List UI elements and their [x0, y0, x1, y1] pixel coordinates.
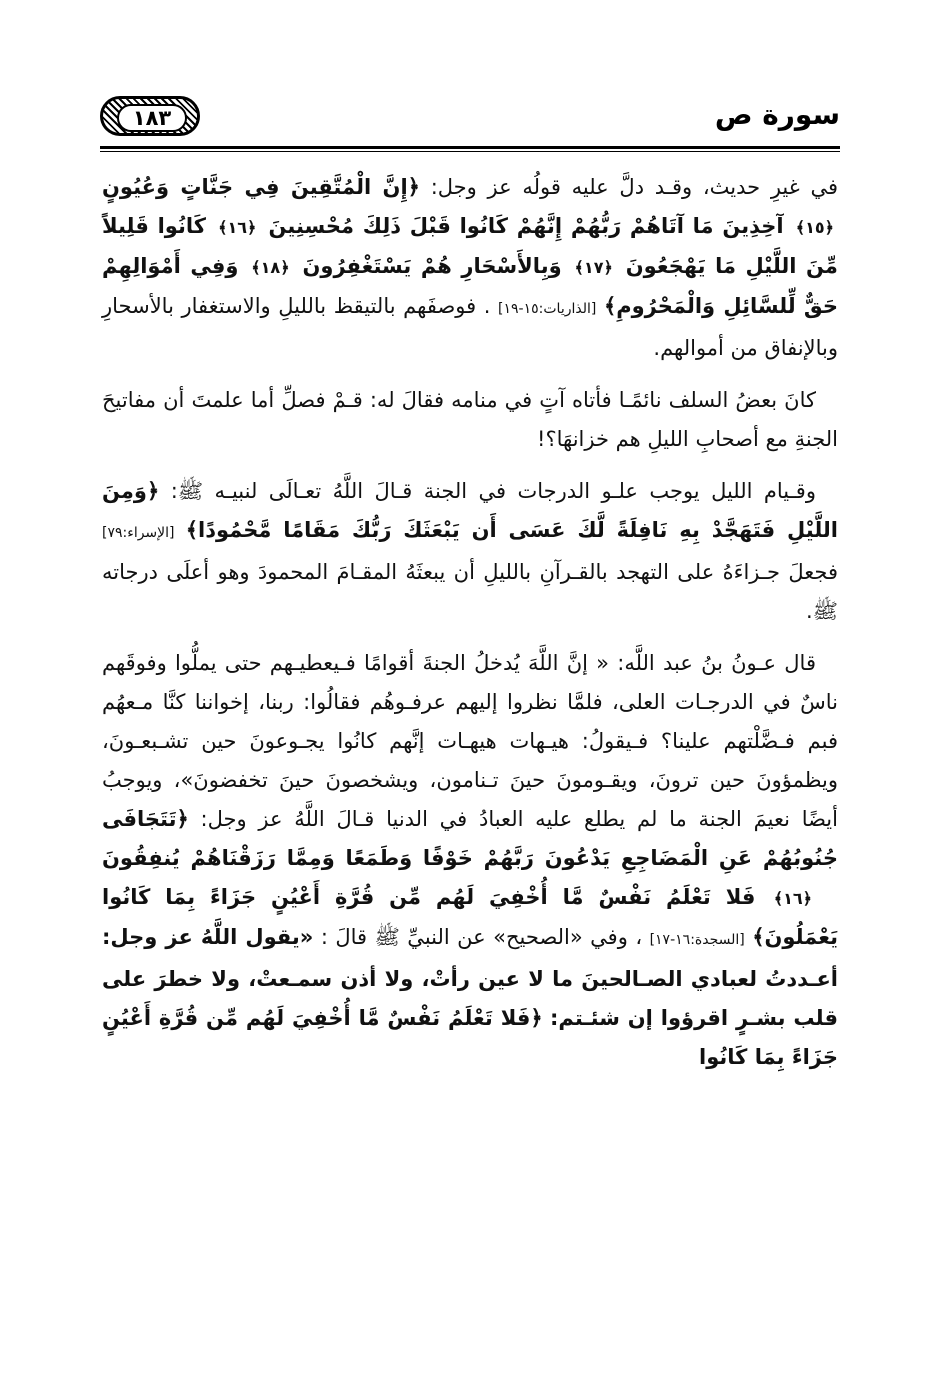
- body-text: قال عـونُ بنُ عبد اللَّه: « إنَّ اللَّهَ يُدخلُ الجنةَ أقوامًا فـيعطيـهم حتى يملُّوا وفوقَهم ناسٌ في الدرجـات العلى، فلمَّا نظروا إليهم عرفـوهُم فقالُوا: ربنا، إخواننا كنَّا مـعهُم فبم فـضَّلْتهم علينا؟ فـيقولُ: هيـهات هيهـات إنَّهم كانُوا يجـوعونَ حين تشـبعـونَ، ويظمؤونَ حين ترونَ، ويقـومونَ حينَ تـنامون، ويشخصونَ حينَ تخفضونَ»، ويوجبُ أيضًا نعيمَ الجنة ما لم يطلع عليه العبادُ في الدنيا قـالَ اللَّهُ عز وجل:: [102, 651, 838, 831]
- page-body: [102, 168, 838, 1090]
- quran-verse: ﴿إِنَّ الْمُتَّقِينَ فِي جَنَّاتٍ وَعُيُونٍ: [102, 175, 420, 199]
- paragraph-3: [102, 472, 838, 631]
- quran-verse: وَبِالأَسْحَارِ هُمْ يَسْتَغْفِرُونَ: [302, 254, 562, 278]
- ayah-number: ﴿١٦﴾: [773, 889, 812, 908]
- citation: [الذاريات:١٥-١٩]: [498, 301, 597, 317]
- quran-verse: وَفِي أَمْوَالِهِمْ حَقٌّ لِّلسَّائِلِ وَالْمَحْرُومِ﴾: [102, 254, 838, 318]
- body-text: وقـيام الليل يوجب علـو الدرجات في الجنة قـالَ اللَّهُ تعـالَى لنبيـه ﷺ:: [170, 479, 816, 503]
- body-text: ، وفي «الصحيح» عن النبيِّ ﷺ قالَ :: [320, 925, 643, 949]
- surah-title: سورة ص: [714, 98, 840, 131]
- quran-verse: كَانُوا قَلِيلاً مِّنَ اللَّيْلِ مَا يَهْجَعُونَ: [102, 214, 838, 278]
- quran-verse: فَلا تَعْلَمُ نَفْسٌ مَّا أُخْفِيَ لَهُم مِّن قُرَّةِ أَعْيُنٍ جَزَاءً بِمَا كَانُوا يَعْمَلُونَ﴾: [102, 885, 838, 949]
- header-rule: [100, 146, 840, 149]
- header-rule-thin: [100, 151, 840, 152]
- paragraph-1: [102, 168, 838, 368]
- hadith-text: «يقول اللَّهُ عز وجل: أعـددتُ لعبادي الصـالحينَ ما لا عين رأتْ، ولا أذن سمـعتْ، ولا خطرَ على قلب بشـرٍ اقرؤوا إن شئـتم:: [102, 925, 838, 1030]
- quran-verse: ﴿وَمِنَ اللَّيْلِ فَتَهَجَّدْ بِهِ نَافِلَةً لَّكَ عَسَى أَن يَبْعَثَكَ رَبُّكَ مَقَامًا مَّحْمُودًا﴾: [102, 479, 838, 542]
- page-number: ١٨٣: [117, 104, 187, 132]
- paragraph-2: [102, 381, 838, 459]
- body-text: فجعلَ جـزاءَهُ على التهجد بالقـرآنِ بالليلِ أن يبعثَهُ المقـامَ المحمودَ وهو أعلَى درجاته ﷺ.: [102, 560, 838, 623]
- ayah-number: ﴿١٧﴾: [574, 258, 613, 277]
- ayah-number: ﴿١٥﴾: [795, 218, 834, 237]
- ayah-number: ﴿١٨﴾: [251, 258, 290, 277]
- quran-verse: آخِذِينَ مَا آتَاهُمْ رَبُّهُمْ إِنَّهُمْ كَانُوا قَبْلَ ذَلِكَ مُحْسِنِينَ: [268, 214, 784, 238]
- body-text: . فوصفَهم بالتيقظ بالليلِ والاستغفار بالأسحارِ وبالإنفاق من أموالهم.: [102, 294, 838, 360]
- citation: [السجدة:١٦-١٧]: [649, 932, 745, 948]
- paragraph-4: [102, 644, 838, 1077]
- page-header: [100, 92, 840, 142]
- ayah-number: ﴿١٦﴾: [218, 218, 257, 237]
- body-text: في غيرِ حديث، وقـد دلَّ عليه قولُه عز وجل:: [430, 175, 838, 199]
- page-number-badge: [100, 96, 200, 136]
- body-text: كانَ بعضُ السلف نائمًـا فأتاه آتٍ في منامه فقالَ له: قـمْ فصلِّ أما علمتَ أن مفاتيحَ الجنةِ مع أصحابِ الليلِ هم خزانهَا؟!: [102, 388, 838, 451]
- citation: [الإسراء:٧٩]: [102, 525, 175, 541]
- quran-verse: ﴿تَتَجَافَى جُنُوبُهُمْ عَنِ الْمَضَاجِعِ يَدْعُونَ رَبَّهُمْ خَوْفًا وَطَمَعًا وَمِمَّا رَزَقْنَاهُمْ يُنفِقُونَ: [102, 807, 838, 870]
- quran-verse: ﴿فَلا تَعْلَمُ نَفْسٌ مَّا أُخْفِيَ لَهُم مِّن قُرَّةِ أَعْيُنٍ جَزَاءً بِمَا كَانُوا: [102, 1006, 838, 1069]
